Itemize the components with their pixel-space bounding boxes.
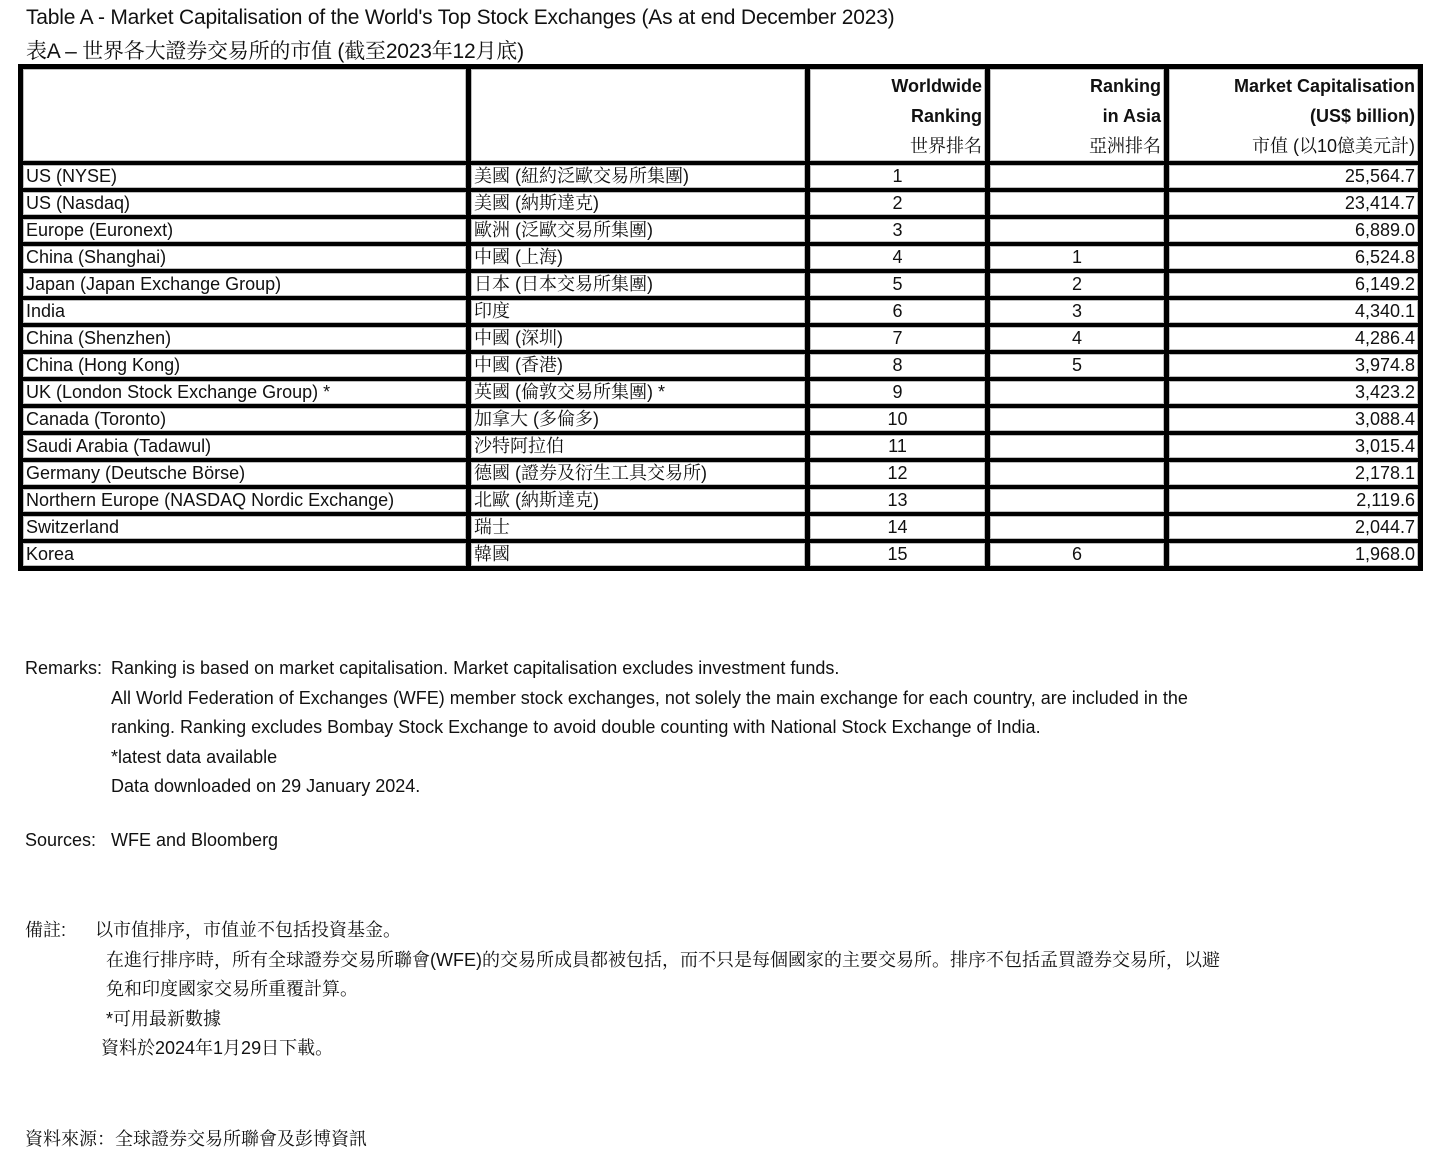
table-row (21, 298, 1421, 325)
table-row (21, 460, 1421, 487)
cell-worldwide-ranking: 4 (808, 244, 988, 271)
table-row (21, 379, 1421, 406)
table-title-en: Table A - Market Capitalisation of the World's Top Stock Exchanges (As at end December 2023) (26, 6, 895, 29)
cell-exchange-zh: 美國 (納斯達克) (469, 190, 808, 217)
cell-exchange-zh: 沙特阿拉伯 (469, 433, 808, 460)
header-exchange (21, 67, 469, 164)
cell-worldwide-ranking: 3 (808, 217, 988, 244)
cell-exchange: Switzerland (21, 514, 469, 541)
market-cap-table (18, 64, 1423, 571)
cell-exchange: China (Hong Kong) (21, 352, 469, 379)
cell-ranking-in-asia: 5 (988, 352, 1167, 379)
sources-label: Sources: (25, 830, 97, 850)
table-row (21, 325, 1421, 352)
cell-market-cap: 3,423.2 (1167, 379, 1421, 406)
cell-ranking-in-asia: 1 (988, 244, 1167, 271)
cell-ranking-in-asia (988, 460, 1167, 487)
cell-market-cap: 23,414.7 (1167, 190, 1421, 217)
cell-worldwide-ranking: 15 (808, 541, 988, 569)
table-row (21, 271, 1421, 298)
cell-market-cap: 3,974.8 (1167, 352, 1421, 379)
cell-worldwide-ranking: 13 (808, 487, 988, 514)
cell-ranking-in-asia (988, 406, 1167, 433)
table-row (21, 217, 1421, 244)
remarks-en (25, 654, 1188, 802)
cell-ranking-in-asia (988, 190, 1167, 217)
cell-exchange: US (NYSE) (21, 163, 469, 190)
cell-exchange: Saudi Arabia (Tadawul) (21, 433, 469, 460)
table-row (21, 352, 1421, 379)
cell-market-cap: 6,149.2 (1167, 271, 1421, 298)
sources-zh: 資料來源：全球證券交易所聯會及彭博資訊 (25, 1129, 367, 1149)
table-body (21, 163, 1421, 569)
table-header-row (21, 67, 1421, 164)
cell-ranking-in-asia (988, 487, 1167, 514)
cell-exchange: Korea (21, 541, 469, 569)
cell-exchange: Northern Europe (NASDAQ Nordic Exchange) (21, 487, 469, 514)
cell-exchange-zh: 日本 (日本交易所集團) (469, 271, 808, 298)
cell-exchange-zh: 韓國 (469, 541, 808, 569)
table-row (21, 244, 1421, 271)
table-row (21, 433, 1421, 460)
cell-worldwide-ranking: 6 (808, 298, 988, 325)
cell-exchange: UK (London Stock Exchange Group) * (21, 379, 469, 406)
remark-zh-line: *可用最新數據 (106, 1008, 222, 1029)
cell-exchange: Europe (Euronext) (21, 217, 469, 244)
cell-worldwide-ranking: 7 (808, 325, 988, 352)
cell-exchange-zh: 北歐 (納斯達克) (469, 487, 808, 514)
cell-market-cap: 25,564.7 (1167, 163, 1421, 190)
cell-worldwide-ranking: 9 (808, 379, 988, 406)
cell-market-cap: 3,015.4 (1167, 433, 1421, 460)
cell-market-cap: 2,119.6 (1167, 487, 1421, 514)
remark-line: Ranking is based on market capitalisation. Market capitalisation excludes investment funds. (111, 658, 840, 678)
cell-worldwide-ranking: 11 (808, 433, 988, 460)
table-title-zh: 表A – 世界各大證券交易所的市值 (截至2023年12月底) (26, 40, 524, 63)
table-row (21, 514, 1421, 541)
cell-ranking-in-asia: 6 (988, 541, 1167, 569)
header-worldwide-ranking: Worldwide Ranking 世界排名 (808, 67, 988, 164)
remark-zh-line: 以市值排序，市值並不包括投資基金。 (95, 920, 401, 940)
cell-ranking-in-asia: 3 (988, 298, 1167, 325)
table-row (21, 406, 1421, 433)
sources-en (25, 830, 278, 851)
cell-exchange-zh: 中國 (上海) (469, 244, 808, 271)
cell-worldwide-ranking: 12 (808, 460, 988, 487)
remark-line: Data downloaded on 29 January 2024. (111, 776, 421, 796)
cell-ranking-in-asia: 4 (988, 325, 1167, 352)
table-row (21, 163, 1421, 190)
remarks-label: Remarks: (25, 658, 103, 678)
cell-exchange: India (21, 298, 469, 325)
table-row (21, 190, 1421, 217)
cell-exchange: Japan (Japan Exchange Group) (21, 271, 469, 298)
cell-market-cap: 4,340.1 (1167, 298, 1421, 325)
header-exchange-zh (469, 67, 808, 164)
cell-exchange: China (Shanghai) (21, 244, 469, 271)
remark-zh-line: 在進行排序時，所有全球證券交易所聯會(WFE)的交易所成員都被包括，而不只是每個國家的主要交易所。排序不包括孟買證券交易所，以避 (106, 949, 1220, 970)
table-row (21, 487, 1421, 514)
cell-ranking-in-asia (988, 514, 1167, 541)
cell-exchange-zh: 印度 (469, 298, 808, 325)
cell-exchange-zh: 瑞士 (469, 514, 808, 541)
cell-market-cap: 1,968.0 (1167, 541, 1421, 569)
remark-zh-line: 資料於2024年1月29日下載。 (101, 1038, 334, 1058)
remarks-zh-label: 備註: (25, 920, 67, 940)
cell-ranking-in-asia (988, 163, 1167, 190)
cell-exchange-zh: 美國 (紐約泛歐交易所集團) (469, 163, 808, 190)
cell-worldwide-ranking: 14 (808, 514, 988, 541)
cell-ranking-in-asia: 2 (988, 271, 1167, 298)
cell-market-cap: 6,524.8 (1167, 244, 1421, 271)
cell-exchange: China (Shenzhen) (21, 325, 469, 352)
cell-exchange-zh: 加拿大 (多倫多) (469, 406, 808, 433)
cell-exchange-zh: 英國 (倫敦交易所集團) * (469, 379, 808, 406)
cell-market-cap: 2,044.7 (1167, 514, 1421, 541)
cell-worldwide-ranking: 8 (808, 352, 988, 379)
remarks-zh (25, 916, 1220, 1064)
cell-exchange-zh: 中國 (深圳) (469, 325, 808, 352)
remark-zh-line: 免和印度國家交易所重覆計算。 (106, 979, 358, 999)
remark-line: All World Federation of Exchanges (WFE) member stock exchanges, not solely the main exchange for each country, are included in the (111, 687, 1188, 708)
header-market-cap: Market Capitalisation (US$ billion) 市值 (以10億美元計) (1167, 67, 1421, 164)
cell-exchange-zh: 中國 (香港) (469, 352, 808, 379)
remark-line: ranking. Ranking excludes Bombay Stock Exchange to avoid double counting with National Stock Exchange of India. (111, 717, 1041, 737)
cell-ranking-in-asia (988, 217, 1167, 244)
sources-text: WFE and Bloomberg (111, 830, 279, 850)
cell-worldwide-ranking: 2 (808, 190, 988, 217)
cell-exchange: Canada (Toronto) (21, 406, 469, 433)
cell-market-cap: 6,889.0 (1167, 217, 1421, 244)
cell-market-cap: 2,178.1 (1167, 460, 1421, 487)
table-row (21, 541, 1421, 569)
cell-ranking-in-asia (988, 379, 1167, 406)
cell-ranking-in-asia (988, 433, 1167, 460)
cell-exchange-zh: 德國 (證券及衍生工具交易所) (469, 460, 808, 487)
cell-worldwide-ranking: 5 (808, 271, 988, 298)
cell-market-cap: 3,088.4 (1167, 406, 1421, 433)
remark-line: *latest data available (111, 746, 278, 767)
cell-worldwide-ranking: 10 (808, 406, 988, 433)
cell-exchange: US (Nasdaq) (21, 190, 469, 217)
header-ranking-in-asia: Ranking in Asia 亞洲排名 (988, 67, 1167, 164)
cell-exchange-zh: 歐洲 (泛歐交易所集團) (469, 217, 808, 244)
cell-exchange: Germany (Deutsche Börse) (21, 460, 469, 487)
cell-worldwide-ranking: 1 (808, 163, 988, 190)
cell-market-cap: 4,286.4 (1167, 325, 1421, 352)
